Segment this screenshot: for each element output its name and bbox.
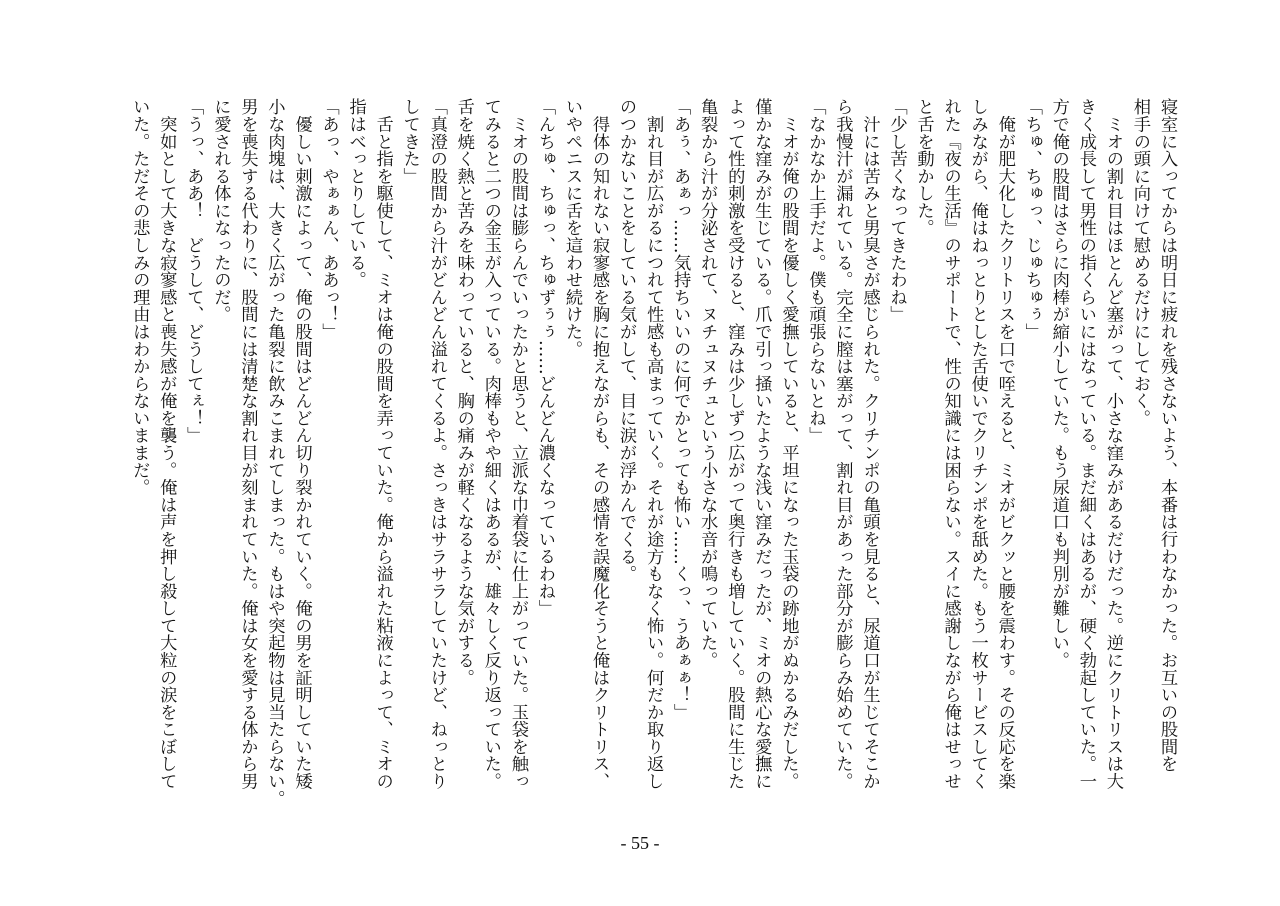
vertical-body-text — [125, 98, 1180, 807]
text-line: 舌と指を駆使して、ミオは俺の股間を弄っていた。俺から溢れた粘液によって、ミオの — [372, 98, 393, 790]
text-line: 相手の頭に向けて慰めるだけにしておく。 — [1129, 98, 1150, 427]
text-line: 割れ目が広がるにつれて性感も高まっていく。それが途方もなく怖い。何だか取り返し — [643, 98, 664, 790]
text-line: てみると二つの金玉が入っている。肉棒もやや細くはあるが、雄々しく反り返っていた。 — [480, 98, 501, 790]
text-line: 「んちゅ、ちゅっ、ちゅずぅぅ……どんどん濃くなっているわね」 — [534, 98, 555, 617]
text-line: 男を喪失する代わりに、股間には清楚な割れ目が刻まれていた。俺は女を愛する体から男 — [237, 98, 258, 790]
text-line: 「ちゅ、ちゅっ、じゅちゅぅ」 — [1021, 98, 1042, 341]
text-line: 舌を焼く熱と苦みを味わっていると、胸の痛みが軽くなるような気がする。 — [453, 98, 474, 686]
text-line: 小な肉塊は、大きく広がった亀裂に飲みこまれてしまった。もはや突起物は見当たらない。 — [264, 98, 285, 807]
text-line: しみながら、俺はねっとりとした舌使いでクリチンポを舐めた。もう一枚サービスしてく — [967, 98, 988, 790]
text-line: 汁には苦みと男臭さが感じられた。クリチンポの亀頭を見ると、尿道口が生じてそこか — [859, 98, 880, 790]
text-line: 寝室に入ってからは明日に疲れを残さないよう、本番は行わなかった。お互いの股間を — [1157, 98, 1177, 773]
text-line: 「あっ、やぁぁん、ああっ！」 — [318, 98, 339, 341]
text-line: 「なかなか上手だよ。僕も頑張らないとね」 — [805, 98, 826, 444]
text-line: 僅かな窪みが生じている。爪で引っ掻いたような浅い窪みだったが、ミオの熱心な愛撫に — [751, 98, 772, 790]
text-line: 「真澄の股間から汁がどんどん溢れてくるよ。さっきはサラサラしていたけど、ねっとり — [426, 98, 447, 790]
text-line: いた。ただその悲しみの理由はわからないままだ。 — [129, 98, 150, 496]
text-line: 突如として大きな寂寥感と喪失感が俺を襲う。俺は声を押し殺して大粒の涙をこぼして — [156, 98, 177, 790]
text-line: 方で俺の股間はさらに肉棒が縮小していた。もう尿道口も判別が難しい。 — [1048, 98, 1069, 669]
text-line: 「少し苦くなってきたわね」 — [886, 98, 907, 323]
text-line: きく成長して男性の指くらいにはなっている。まだ細くはあるが、硬く勃起していた。一 — [1075, 98, 1096, 790]
text-line: に愛される体になったのだ。 — [210, 98, 231, 323]
text-line: ミオの股間は膨らんでいったかと思うと、立派な巾着袋に仕上がっていた。玉袋を触っ — [507, 98, 528, 790]
text-line: 優しい刺激によって、俺の股間はどんどん切り裂かれていく。俺の男を証明していた矮 — [291, 98, 312, 790]
text-line: してきた」 — [399, 98, 420, 185]
text-line: ミオが俺の股間を優しく愛撫していると、平坦になった玉袋の跡地がぬかるみだした。 — [778, 98, 799, 790]
text-line: と舌を動かした。 — [913, 98, 934, 237]
text-line: ら我慢汁が漏れている。完全に膣は塞がって、割れ目があった部分が膨らみ始めていた。 — [832, 98, 853, 790]
text-line: ミオの割れ目はほとんど塞がって、小さな窪みがあるだけだった。逆にクリトリスは大 — [1102, 98, 1123, 790]
text-line: いやペニスに舌を這わせ続けた。 — [561, 98, 582, 358]
text-line: よって性的刺激を受けると、窪みは少しずつ広がって奥行きも増していく。股間に生じた — [724, 98, 745, 790]
text-line: れた『夜の生活』のサポートで、性の知識には困らない。スイに感謝しながら俺はせっせ — [940, 98, 961, 790]
text-line: のつかないことをしている気がして、目に涙が浮かんでくる。 — [616, 98, 637, 583]
text-line: 得体の知れない寂寥感を胸に抱えながらも、その感情を誤魔化そうと俺はクリトリス、 — [589, 98, 610, 790]
text-line: 「あぅ、あぁっ……気持ちいいのに何でかとっても怖い……くっ、うあぁぁ！」 — [670, 98, 691, 721]
text-line: 亀裂から汁が分泌されて、ヌチュヌチュという小さな水音が鳴っていた。 — [697, 98, 718, 669]
text-line: 俺が肥大化したクリトリスを口で咥えると、ミオがビクッと腰を震わす。その反応を楽 — [994, 98, 1015, 790]
page-number: - 55 - — [620, 833, 660, 853]
text-line: 「うっ、ああ！ どうして、どうしてぇ！」 — [183, 98, 204, 444]
text-line: 指はべっとりしている。 — [345, 98, 366, 289]
